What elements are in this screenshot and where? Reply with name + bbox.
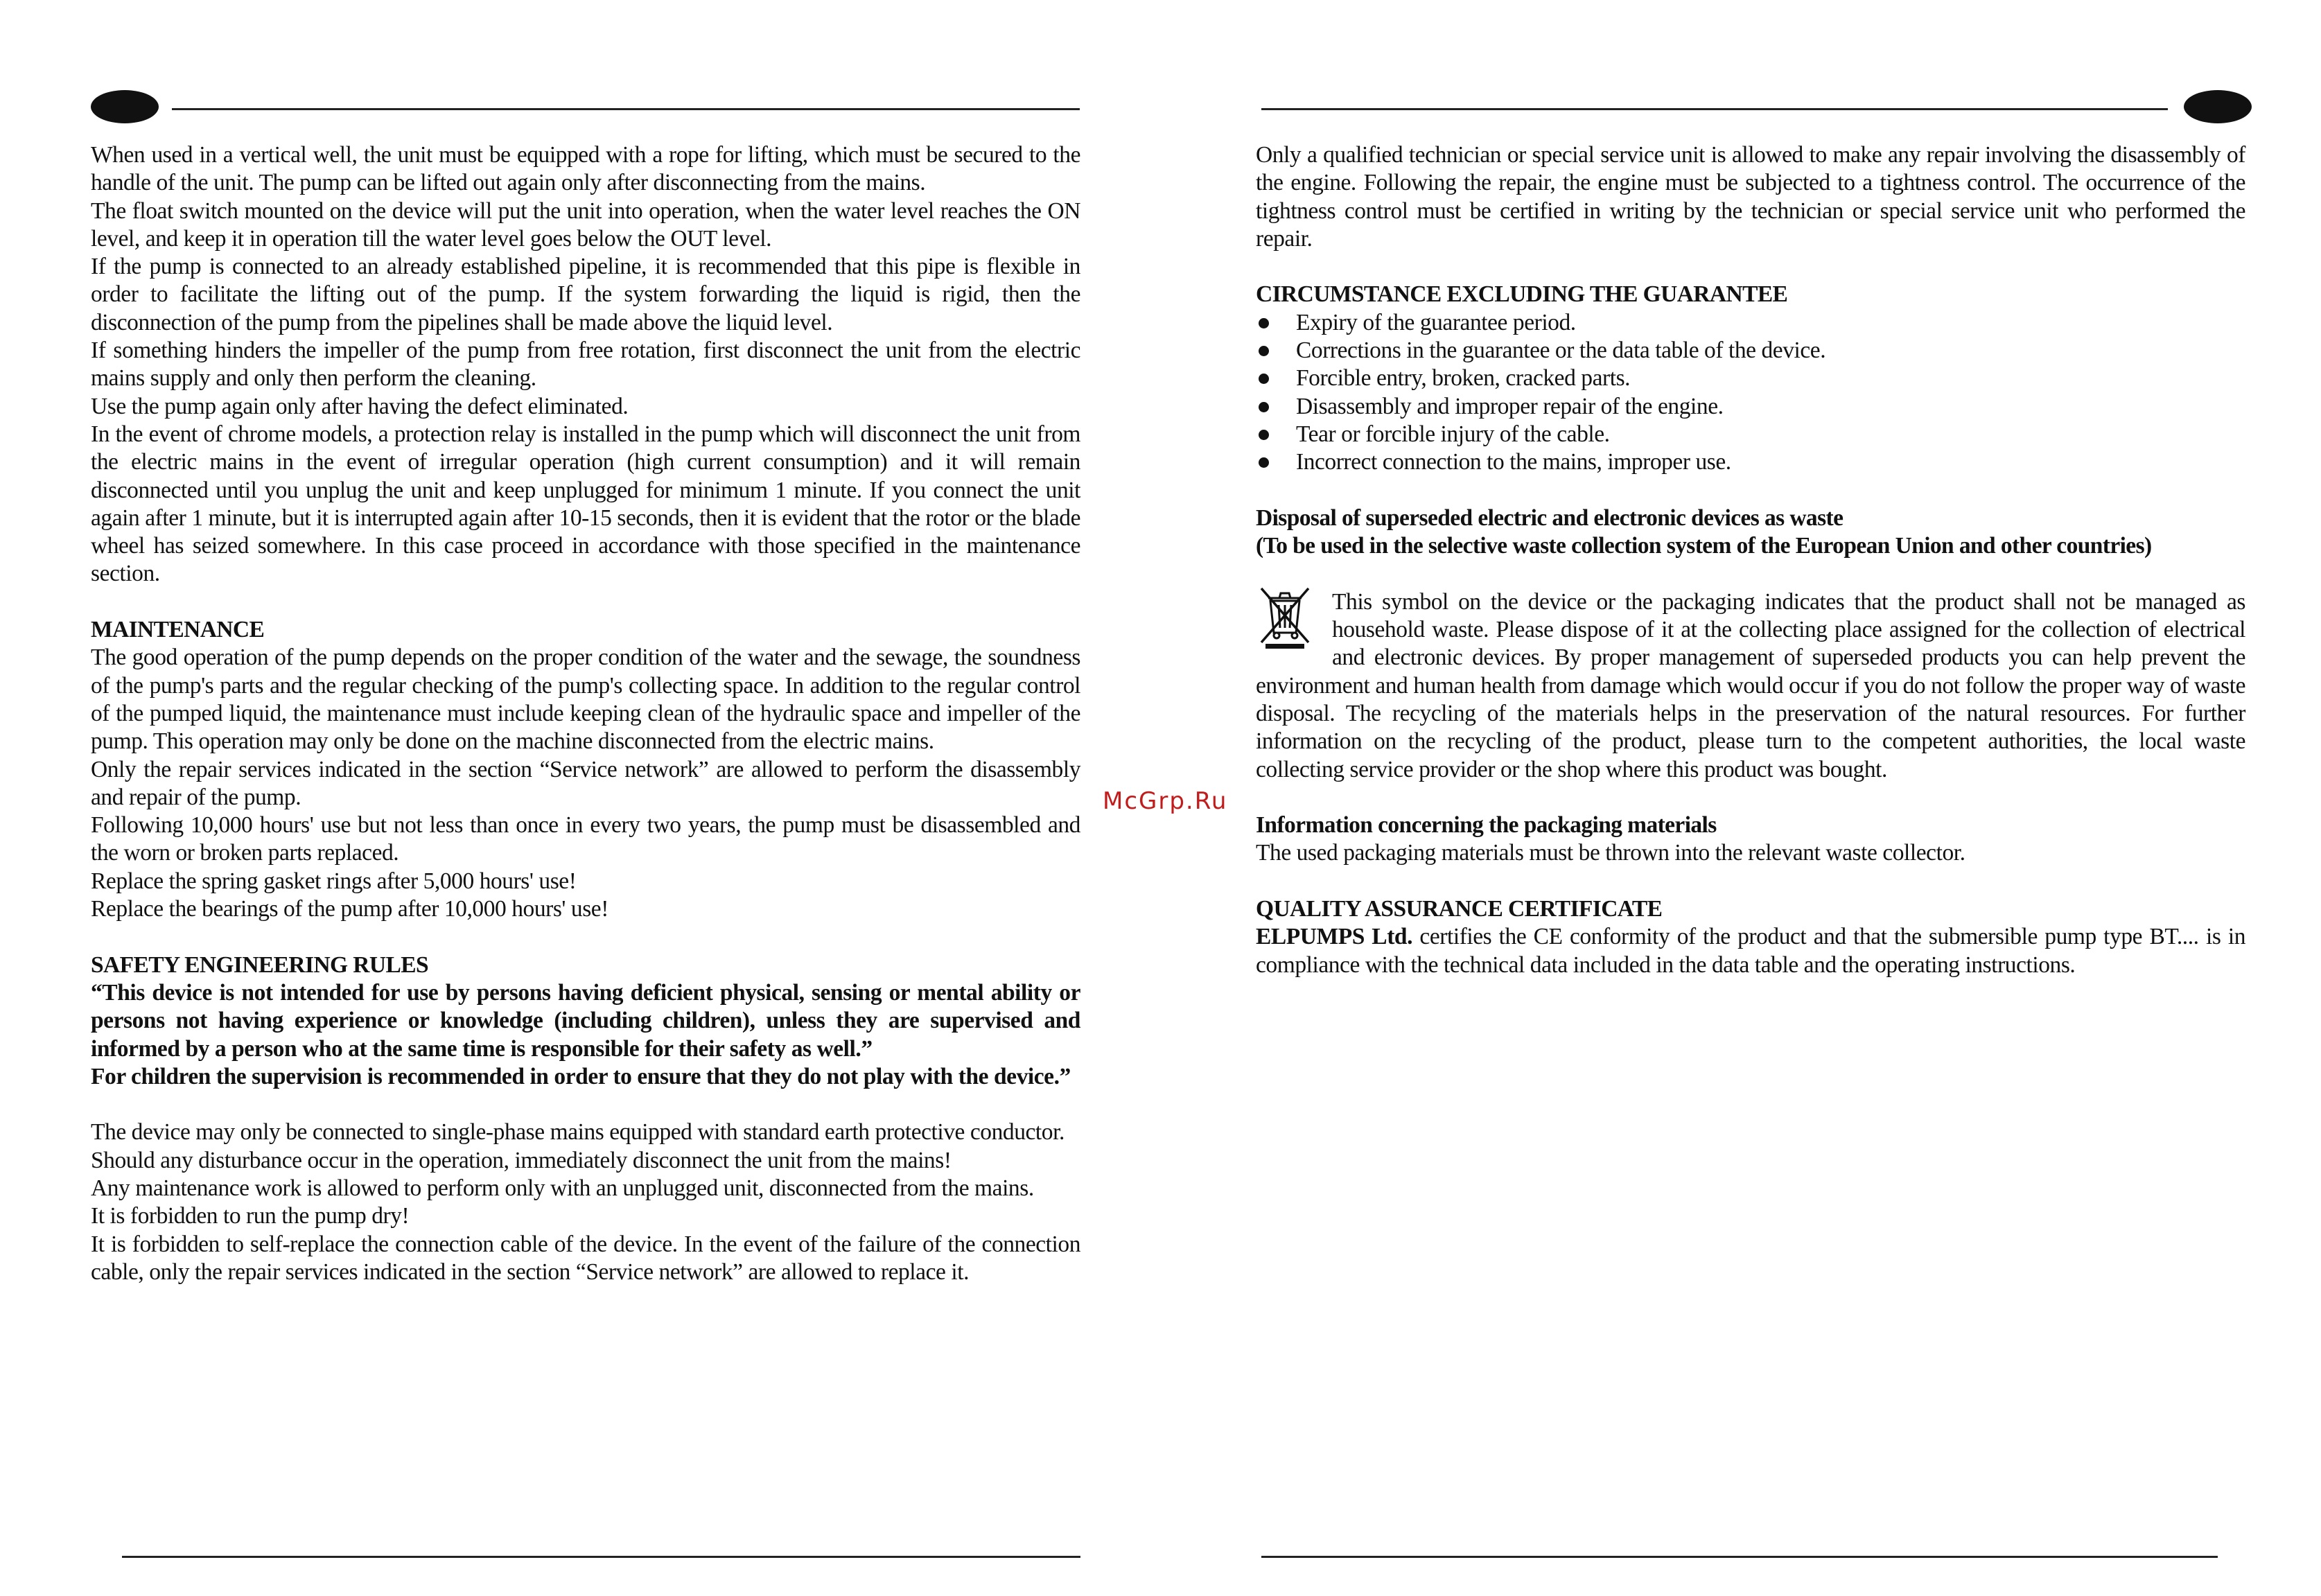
paragraph: The good operation of the pump depends on the proper condition of the water and the sewage, the soundness of the pump's parts and the regular checking of the pump's collecting space. In addition to the regular control of the pumped liquid, the maintenance must include keeping clean of the hydraulic space and impeller of the pump. This operation may only be done on the machine disconnected from the electric mains. [91, 644, 1080, 755]
paragraph: Replace the spring gasket rings after 5,000 hours' use! [91, 868, 577, 894]
paragraph: The used packaging materials must be thrown into the relevant waste collector. [1256, 840, 1965, 866]
watermark-link[interactable]: McGrp.Ru [1103, 787, 1228, 815]
bullet-icon [1259, 374, 1269, 384]
paragraph: Only the repair services indicated in the section “Service network” are allowed to perform the disassembly and repair of the pump. [91, 756, 1080, 810]
right-page-column [1256, 141, 2245, 979]
list-item: Tear or forcible injury of the cable. [1256, 421, 2245, 448]
paragraph: Use the pump again only after having the defect eliminated. [91, 393, 629, 419]
left-page-number-oval [91, 90, 159, 123]
children-warning: For children the supervision is recommended in order to ensure that they do not play with the device.” [91, 1063, 1071, 1089]
paragraph: Only a qualified technician or special service unit is allowed to make any repair involving the disassembly of the engine. Following the repair, the engine must be subjected to a tightness control. The occurrence of the tightness control must be certified in writing by the technician or special service unit who performed the repair. [1256, 142, 2245, 252]
paragraph: It is forbidden to self-replace the connection cable of the device. In the event of the failure of the connection cable, only the repair services indicated in the section “Service network” are allowed to replace it. [91, 1231, 1080, 1285]
paragraph: Any maintenance work is allowed to perform only with an unplugged unit, disconnected from the mains. [91, 1175, 1034, 1201]
list-item: Expiry of the guarantee period. [1256, 309, 2245, 337]
list-item: Forcible entry, broken, cracked parts. [1256, 365, 2245, 392]
list-item: Disassembly and improper repair of the engine. [1256, 393, 2245, 421]
company-name: ELPUMPS Ltd. [1256, 924, 1413, 950]
paragraph: Replace the bearings of the pump after 10,000 hours' use! [91, 896, 608, 922]
packaging-heading: Information concerning the packaging materials [1256, 812, 1717, 839]
list-item: Incorrect connection to the mains, improper use. [1256, 448, 2245, 476]
maintenance-heading: MAINTENANCE [91, 617, 265, 643]
paragraph: When used in a vertical well, the unit must be equipped with a rope for lifting, which must be secured to the handle of the unit. The pump can be lifted out again only after disconnecting from the mains. [91, 142, 1080, 196]
list-item: Corrections in the guarantee or the data table of the device. [1256, 337, 2245, 365]
paragraph: Should any disturbance occur in the operation, immediately disconnect the unit from the mains! [91, 1147, 952, 1173]
paragraph: Following 10,000 hours' use but not less than once in every two years, the pump must be disassembled and the worn or broken parts replaced. [91, 812, 1080, 866]
paragraph: In the event of chrome models, a protection relay is installed in the pump which will disconnect the unit from the electric mains in the event of irregular operation (high current consumption) and it will remain disconnected until you unplug the unit and keep unplugged for minimum 1 minute. If you connect the unit again after 1 minute, but it is interrupted again after 10-15 seconds, then it is evident that the rotor or the blade wheel has seized somewhere. In this case proceed in accordance with those specified in the maintenance section. [91, 421, 1080, 587]
disposal-heading: Disposal of superseded electric and electronic devices as waste [1256, 505, 1843, 531]
safety-warning: “This device is not intended for use by persons having deficient physical, sensing or mental ability or persons not having experience or knowledge (including children), unless they are supervised and informed by a person who at the same time is responsible for their safety as well.” [91, 979, 1080, 1062]
bullet-icon [1259, 430, 1269, 440]
paragraph: If something hinders the impeller of the pump from free rotation, first disconnect the unit from the electric mains supply and only then perform the cleaning. [91, 337, 1080, 392]
left-page-column [91, 141, 1080, 1286]
bullet-icon [1259, 346, 1269, 356]
right-page-number-oval [2184, 90, 2252, 123]
bullet-icon [1259, 457, 1269, 468]
bullet-icon [1259, 402, 1269, 412]
paragraph: It is forbidden to run the pump dry! [91, 1203, 410, 1229]
disposal-subheading: (To be used in the selective waste collection system of the European Union and other countries) [1256, 533, 2152, 559]
left-header-rule [172, 108, 1080, 110]
quality-paragraph: ELPUMPS Ltd. certifies the CE conformity of the product and that the submersible pump type BT.... is in compliance with the technical data included in the data table and the operating instructions. [1256, 924, 2245, 978]
disposal-paragraph: This symbol on the device or the packaging indicates that the product shall not be managed as household waste. Please dispose of it at the collecting place assigned for the collection of electrical and electronic devices. By proper management of superseded products you can help prevent the environment and human health from damage which would occur if you do not follow the proper way of waste disposal. The recycling of the materials helps in the preservation of the natural resources. For further information on the recycling of the product, please turn to the competent authorities, the local waste collecting service provider or the shop where this product was bought. [1256, 588, 2245, 784]
guarantee-heading: CIRCUMSTANCE EXCLUDING THE GUARANTEE [1256, 281, 1788, 308]
safety-heading: SAFETY ENGINEERING RULES [91, 952, 428, 978]
paragraph: The device may only be connected to single-phase mains equipped with standard earth protective conductor. [91, 1119, 1065, 1146]
paragraph: If the pump is connected to an already established pipeline, it is recommended that this pipe is flexible in order to facilitate the lifting out of the pump. If the system forwarding the liquid is rigid, then the disconnection of the pump from the pipelines shall be made above the liquid level. [91, 254, 1080, 335]
bullet-icon [1259, 318, 1269, 328]
right-header-rule [1261, 108, 2168, 110]
paragraph: The float switch mounted on the device will put the unit into operation, when the water level reaches the ON level, and keep it in operation till the water level goes below the OUT level. [91, 198, 1080, 252]
guarantee-list [1256, 309, 2245, 477]
quality-heading: QUALITY ASSURANCE CERTIFICATE [1256, 896, 1663, 922]
crossed-out-bin-icon [1256, 584, 1314, 649]
left-footer-rule [122, 1556, 1080, 1558]
right-footer-rule [1261, 1556, 2218, 1558]
